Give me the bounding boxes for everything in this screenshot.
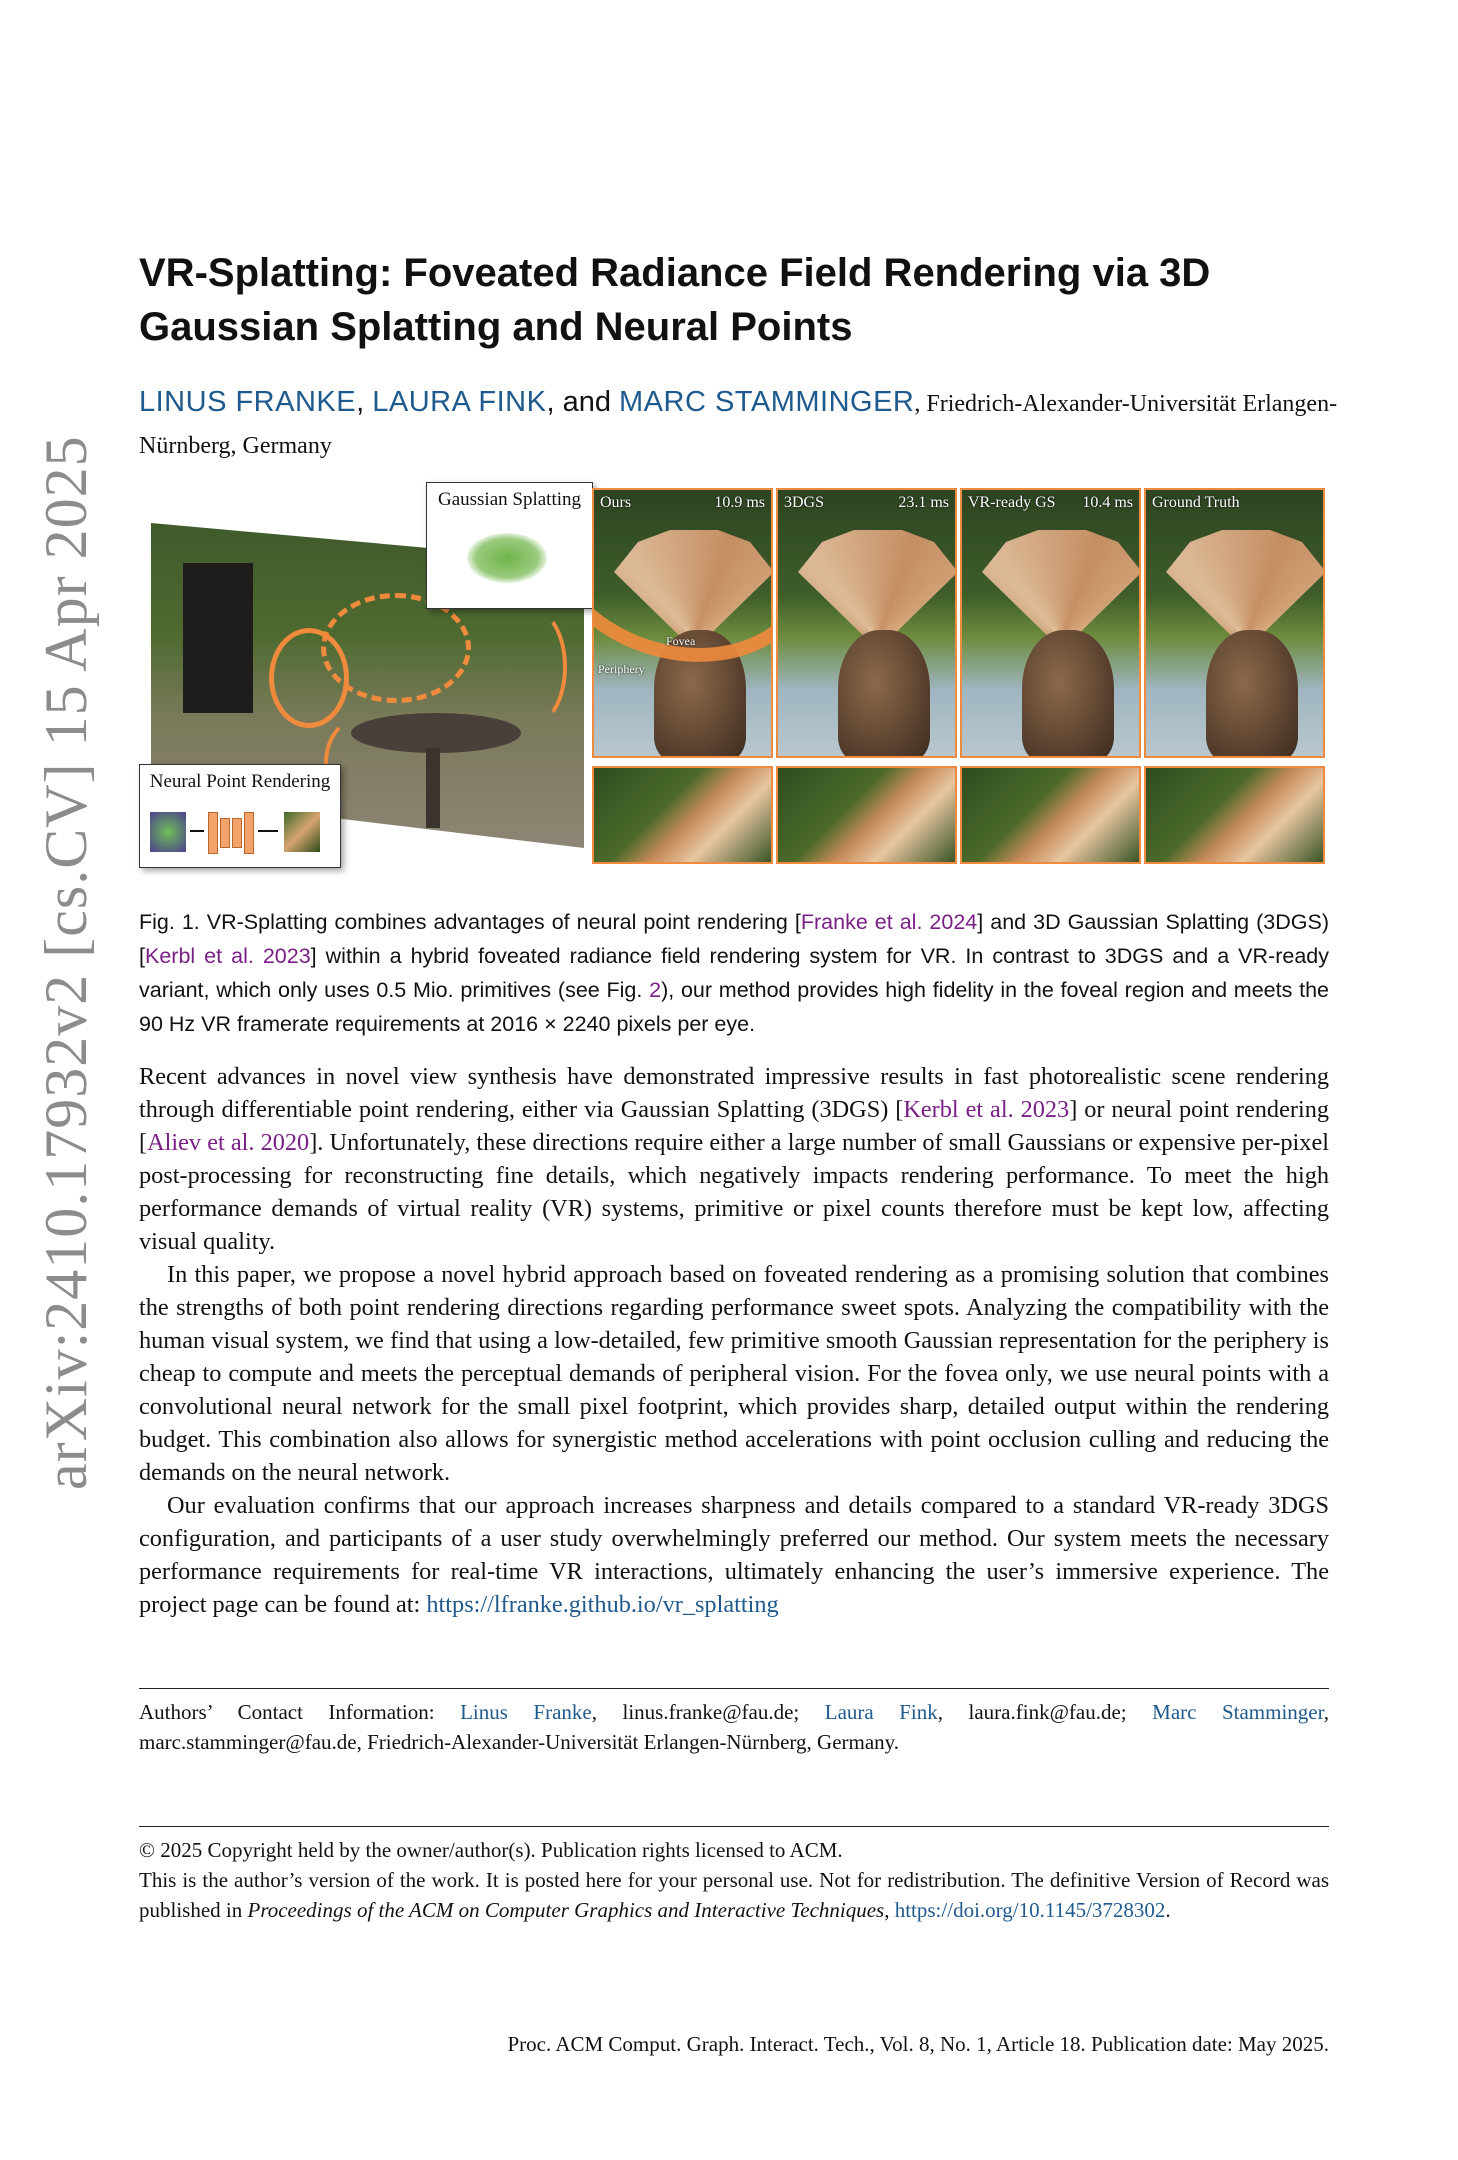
scene-table-leg [426,748,440,828]
panel-label: VR-ready GS [968,494,1056,511]
panel-ours [592,488,773,758]
panel-label: Ground Truth [1152,494,1240,511]
figure-caption [139,905,1329,1041]
contact-text: , laura.fink@fau.de; [937,1700,1153,1724]
npr-output-image [284,812,320,852]
gs-inset-label: Gaussian Splatting [437,489,582,510]
figure-comparison-grid [592,488,1325,864]
paragraph-text: Recent advances in novel view synthesis have demonstrated impressive results in fast photorealistic scene rendering through differentiable point rendering, either via Gaussian Splatting (3DGS) [ [139,1063,1329,1123]
panel-ground-truth [1144,488,1325,758]
notice-text: This is the author’s version of the work. It is posted here for your personal use. Not for redistribution. The definitive Version of Record was published in [139,1868,1329,1922]
crop-bg [594,768,771,862]
author-separator: , and [546,386,620,418]
panel-time: 10.9 ms [714,494,765,511]
paragraph-text: ]. Unfortunately, these directions require either a large number of small Gaussians or expensive per-pixel post-processing for reconstructing fine details, which negatively impacts rendering performance. To meet the high performance demands of virtual reality (VR) systems, primitive or pixel counts therefore must be kept low, affecting visual quality. [139,1129,1329,1255]
contact-text: Authors’ Contact Information: [139,1700,461,1724]
npr-inset-label: Neural Point Rendering [149,771,331,792]
crop-bg [1146,768,1323,862]
author-link-3[interactable]: MARC STAMMINGER [619,386,915,418]
gaussian-splatting-inset [426,482,593,609]
panel-3dgs [776,488,957,758]
copyright-line: © 2025 Copyright held by the owner/author(s). Publication rights licensed to ACM. [139,1838,843,1862]
citation-link[interactable]: Kerbl et al. 2023 [903,1096,1070,1123]
arrow-icon [190,830,204,832]
figure-scene-overview [139,488,594,878]
paragraph-text: ] or neural point rendering [ [139,1096,1330,1156]
network-layer [232,818,242,848]
author-contact-link[interactable]: Laura Fink [824,1700,938,1724]
doi-link[interactable]: https://doi.org/10.1145/3728302 [894,1898,1166,1922]
project-page-link[interactable]: https://lfranke.github.io/vr_splatting [426,1591,779,1618]
citation-link[interactable]: Kerbl et al. 2023 [144,944,311,968]
paragraph-2: In this paper, we propose a novel hybrid approach based on foveated rendering as a promising solution that combines the strengths of both point rendering directions regarding performance sweet spots. Analyzing the compatibility with the human visual system, we find that using a low-detailed, few primitive smooth Gaussian representation for the periphery is cheap to compute and meets the perceptual demands of peripheral vision. For the fovea only, we use neural points with a convolutional neural network for the small pixel footprint, which provides sharp, detailed output within the rendering budget. This combination also allows for synergistic method accelerations with point occlusion culling and reducing the demands on the neural network. [139,1261,1329,1486]
periphery-ring [321,593,471,703]
fovea-label: Fovea [666,634,696,648]
caption-text: Fig. 1. VR-Splatting combines advantages of neural point rendering [ [139,910,801,934]
paragraph-1 [139,1060,1329,1258]
panel-vr-ready-gs [960,488,1141,758]
contact-text: , linus.franke@fau.de; [591,1700,825,1724]
panel-time: 10.4 ms [1082,494,1133,511]
panel-time: 23.1 ms [898,494,949,511]
citation-link[interactable]: Aliev et al. 2020 [147,1129,310,1156]
notice-text: . [1165,1898,1171,1922]
crop-ground-truth [1144,766,1325,864]
vase [838,630,930,758]
contact-text: , marc.stamminger@fau.de, Friedrich-Alexander-Universität Erlangen-Nürnberg, Germany. [139,1700,1330,1754]
arxiv-stamp: arXiv:2410.17932v2 [cs.CV] 15 Apr 2025 [33,435,99,1490]
contact-information [139,1697,1329,1757]
gaussian-blob-image [467,533,547,583]
vase [1206,630,1298,758]
neural-point-rendering-inset [139,764,341,868]
panel-label: Ours [600,494,632,511]
venue-name: Proceedings of the ACM on Computer Graphics and Interactive Techniques [247,1898,885,1922]
npr-pipeline-diagram [150,810,330,854]
page-footer: Proc. ACM Comput. Graph. Interact. Tech., Vol. 8, No. 1, Article 18. Publication date: May 2025. [507,2032,1329,2056]
paragraph-text: Our evaluation confirms that our approach increases sharpness and details compared to a standard VR-ready 3DGS configuration, and participants of a user study overwhelmingly preferred our method. Our system meets the necessary performance requirements for real-time VR interactions, ultimately enhancing the user’s immersive experience. The project page can be found at: [139,1492,1329,1618]
caption-text: ] within a hybrid foveated radiance field rendering system for VR. In contrast to 3DGS and a VR-ready variant, which only uses 0.5 Mio. primitives (see Fig. [139,944,1329,1002]
crop-ours [592,766,773,864]
author-link-1[interactable]: LINUS FRANKE [139,386,357,418]
copyright-notice [139,1835,1329,1925]
caption-text: ] and 3D Gaussian Splatting (3DGS) [ [139,910,1329,968]
author-contact-link[interactable]: Linus Franke [460,1700,592,1724]
figure-ref-link[interactable]: 2 [649,978,662,1002]
npr-input-image [150,812,186,852]
author-contact-link[interactable]: Marc Stamminger [1152,1700,1324,1724]
version-notice [139,1865,1329,1925]
network-layer [220,818,230,848]
arrow-to-gs [499,608,567,726]
divider [139,1826,1329,1827]
author-link-2[interactable]: LAURA FINK [372,386,547,418]
citation-link[interactable]: Franke et al. 2024 [800,910,978,934]
notice-text: , [884,1898,895,1922]
affiliation: , Friedrich-Alexander-Universität Erlangen-Nürnberg, Germany [139,391,1338,459]
network-layer [208,812,218,854]
arrow-icon [258,830,278,832]
crop-bg [962,768,1139,862]
divider [139,1688,1329,1689]
paragraph-3 [139,1489,1329,1621]
scene-door [183,563,253,713]
paper-title: VR-Splatting: Foveated Radiance Field Rendering via 3D Gaussian Splatting and Neural Points [139,251,1211,349]
vase [1022,630,1114,758]
caption-text: ), our method provides high fidelity in the foveal region and meets the 90 Hz VR framerate requirements at 2016 × 2240 pixels per eye. [139,978,1330,1036]
network-layer [244,812,254,854]
panel-label: 3DGS [784,494,825,511]
crop-vr-ready-gs [960,766,1141,864]
body-text [139,1060,1329,1621]
periphery-label: Periphery [598,662,645,676]
crop-bg [778,768,955,862]
author-line [139,381,1339,467]
crop-3dgs [776,766,957,864]
author-separator: , [356,386,373,418]
